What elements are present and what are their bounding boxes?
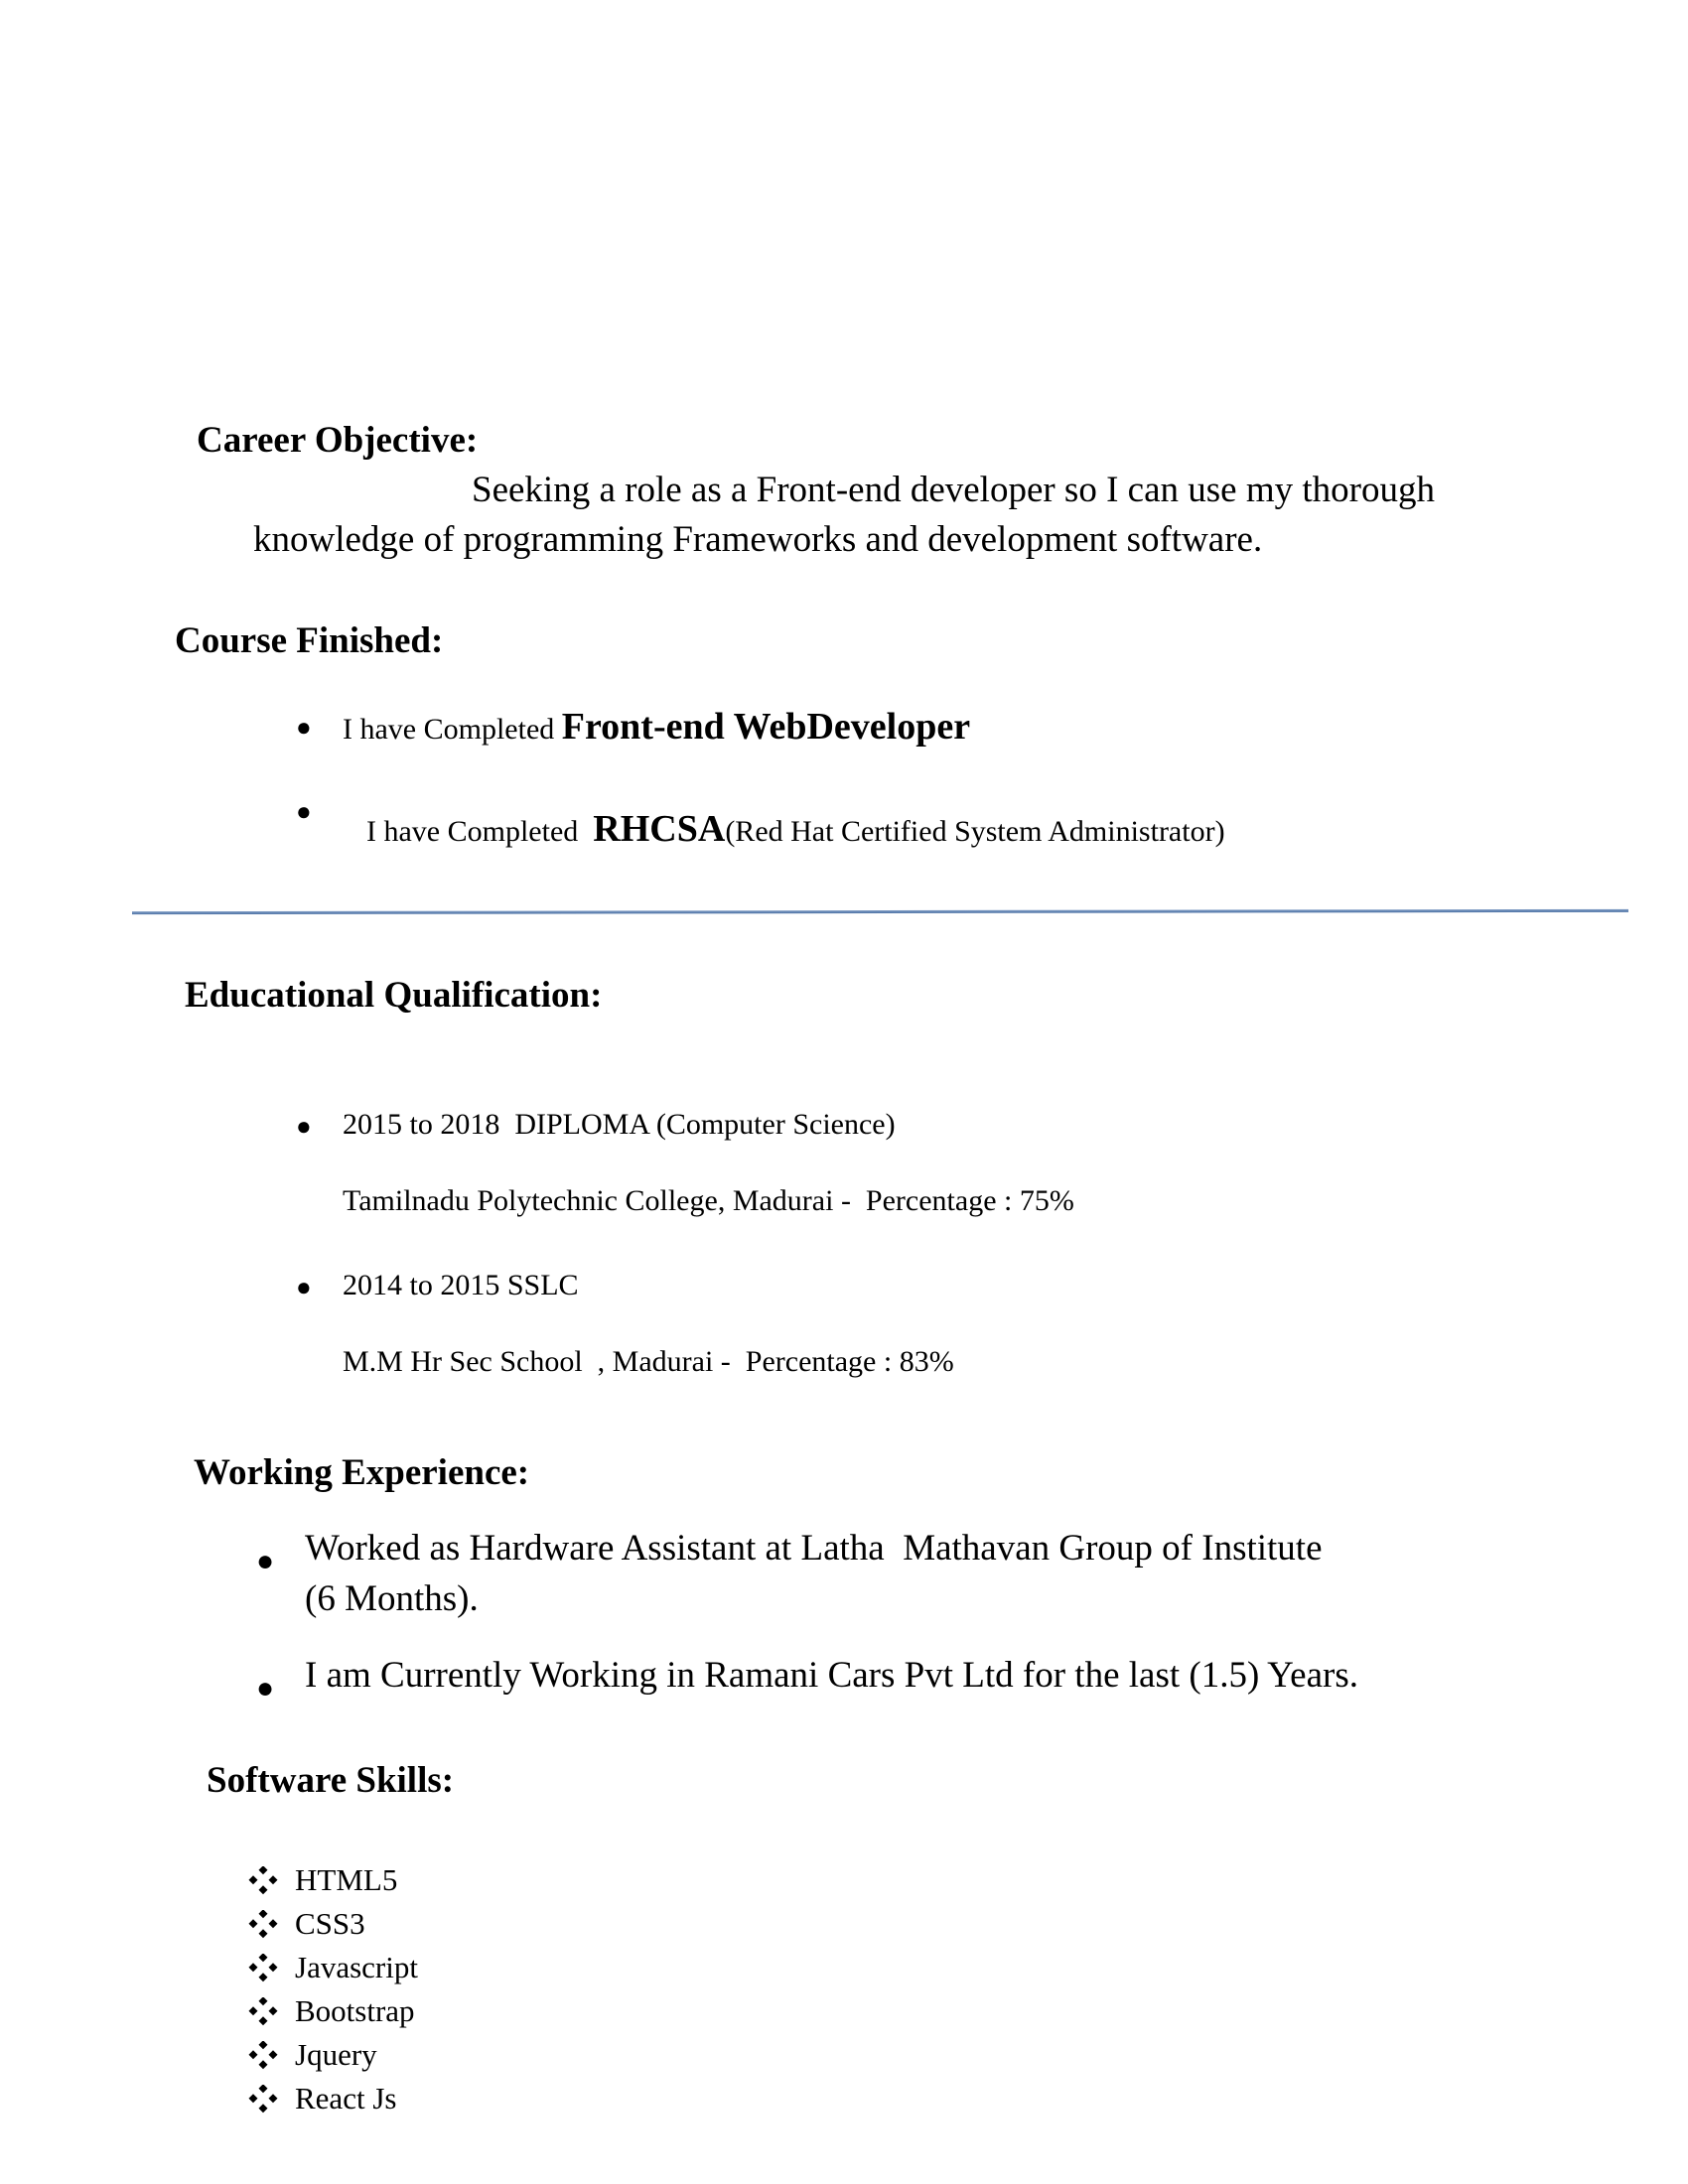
education-item-detail: M.M Hr Sec School , Madurai - Percentage : 83%	[343, 1345, 954, 1378]
course-item-prefix: I have Completed	[343, 713, 562, 746]
experience-item-line-1: I am Currently Working in Ramani Cars Pvt Ltd for the last (1.5) Years.	[305, 1655, 1358, 1696]
four-diamond-bullet-icon	[248, 1910, 278, 1940]
bullet-icon: ●	[296, 797, 312, 826]
career-objective-heading: Career Objective:	[197, 420, 479, 461]
course-item-prefix: I have Completed	[366, 815, 594, 848]
course-finished-heading: Course Finished:	[175, 620, 444, 661]
bullet-icon: ●	[256, 1545, 275, 1577]
skill-label: React Js	[295, 2081, 397, 2116]
bullet-icon: ●	[256, 1672, 275, 1705]
skill-label: Bootstrap	[295, 1993, 415, 2028]
skills-heading: Software Skills:	[207, 1760, 455, 1801]
education-item-title: 2015 to 2018 DIPLOMA (Computer Science)	[343, 1108, 896, 1141]
skill-label: Jquery	[295, 2037, 377, 2072]
skill-label: CSS3	[295, 1906, 365, 1941]
four-diamond-bullet-icon	[248, 1997, 278, 2027]
four-diamond-bullet-icon	[248, 1866, 278, 1896]
experience-heading: Working Experience:	[194, 1452, 530, 1493]
skill-label: Javascript	[295, 1950, 418, 1984]
experience-item-line-2: (6 Months).	[305, 1578, 479, 1619]
course-item-text	[343, 789, 1225, 869]
bullet-icon: ●	[296, 1273, 312, 1301]
course-item-suffix: (Red Hat Certified System Administrator)	[725, 815, 1225, 848]
education-item-title: 2014 to 2015 SSLC	[343, 1269, 579, 1301]
bullet-icon: ●	[296, 713, 312, 742]
education-item-detail: Tamilnadu Polytechnic College, Madurai - Percentage : 75%	[343, 1184, 1074, 1217]
bullet-icon: ●	[296, 1112, 312, 1141]
four-diamond-bullet-icon	[248, 2085, 278, 2115]
career-objective-line-2: knowledge of programming Frameworks and development software.	[253, 519, 1263, 560]
course-item-text	[343, 705, 970, 749]
four-diamond-bullet-icon	[248, 1954, 278, 1983]
education-heading: Educational Qualification:	[185, 975, 603, 1016]
experience-item-line-1: Worked as Hardware Assistant at Latha Mathavan Group of Institute	[305, 1528, 1323, 1569]
course-item-highlight: Front-end WebDeveloper	[561, 706, 971, 748]
section-divider	[132, 909, 1628, 914]
career-objective-line-1: Seeking a role as a Front-end developer so I can use my thorough	[472, 470, 1435, 510]
course-item-highlight: RHCSA	[593, 808, 726, 850]
skill-label: HTML5	[295, 1862, 398, 1897]
four-diamond-bullet-icon	[248, 2041, 278, 2071]
